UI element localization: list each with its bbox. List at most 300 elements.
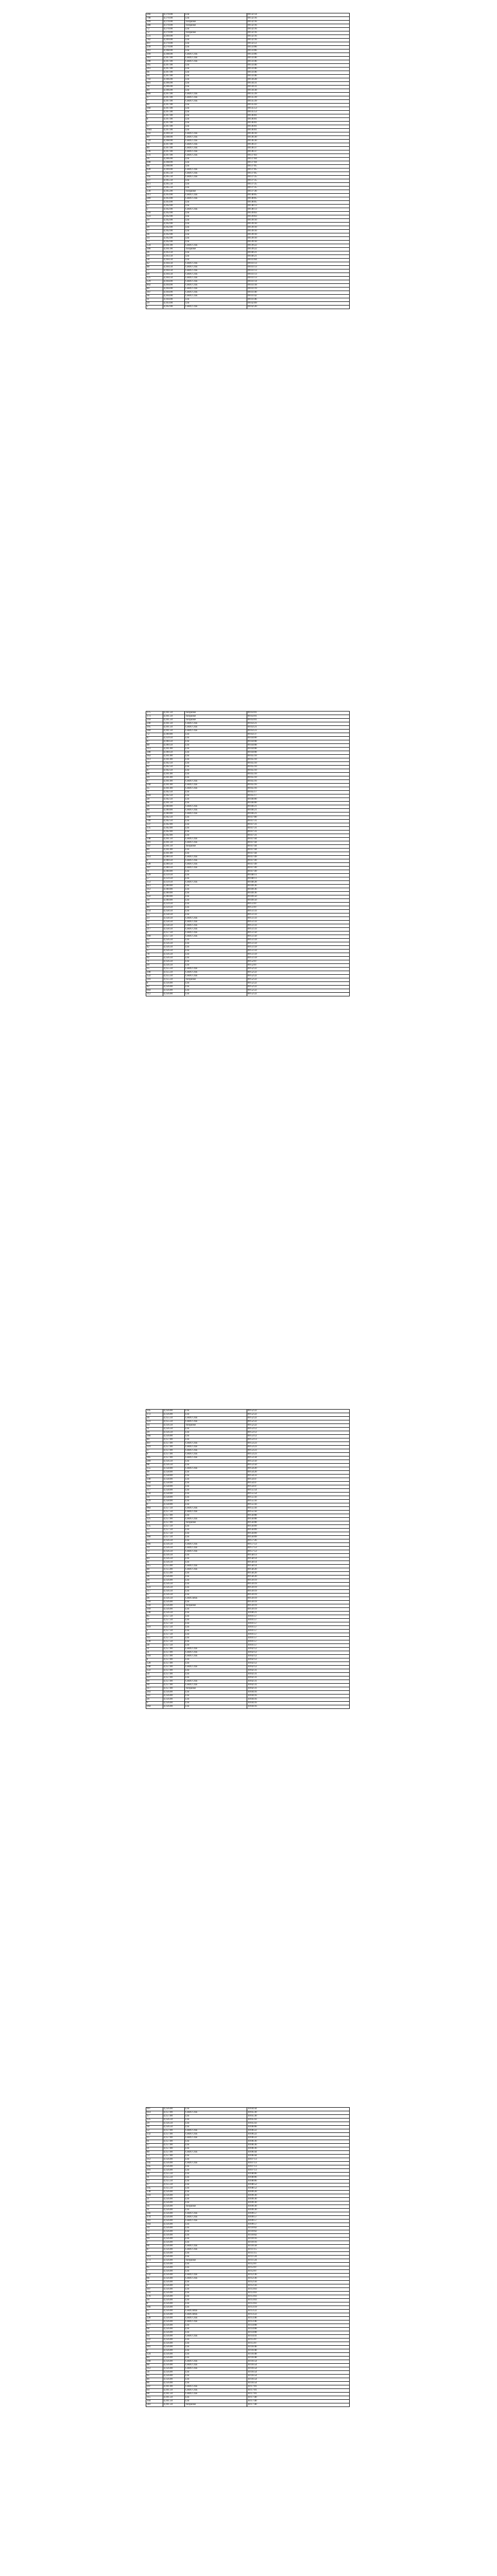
price-cell: 4,156.00 (163, 2227, 185, 2230)
venue-cell: LSI (185, 1637, 247, 1640)
time-cell: 09:39:10 (247, 219, 349, 223)
venue-cell: LSI (185, 1485, 247, 1489)
table-row (146, 143, 350, 147)
time-cell: 10:09:30 (247, 2194, 349, 2198)
table-row (146, 784, 350, 787)
venue-cell: LSI (185, 942, 247, 946)
venue-cell: CHIX CXE (185, 150, 247, 154)
venue-cell: LSI (185, 766, 247, 769)
quantity-cell: 47 (146, 780, 163, 784)
quantity-cell: 9 (146, 2349, 163, 2353)
table-row (146, 2306, 350, 2310)
table-row (146, 93, 350, 96)
time-cell: 09:52:07 (247, 964, 349, 968)
quantity-cell: 137 (146, 823, 163, 827)
quantity-cell: 145 (146, 2187, 163, 2191)
quantity-cell: 166 (146, 2212, 163, 2216)
table-row (146, 1539, 350, 1543)
table-row (146, 2216, 350, 2219)
table-row (146, 722, 350, 726)
table-row (146, 856, 350, 859)
time-cell: 10:16:46 (247, 2346, 349, 2349)
price-cell: 4,168.00 (163, 161, 185, 165)
venue-cell: CHIX CXE (185, 262, 247, 266)
time-cell: 10:04:16 (247, 1705, 349, 1709)
time-cell: 10:07:13 (247, 2169, 349, 2173)
time-cell: 09:33:46 (247, 57, 349, 60)
price-cell: 4,169.00 (163, 39, 185, 42)
time-cell: 09:52:07 (247, 960, 349, 964)
table-row (146, 852, 350, 856)
price-cell: 4,167.00 (163, 111, 185, 114)
quantity-cell: 16 (146, 2205, 163, 2209)
price-cell: 4,155.50 (163, 2183, 185, 2187)
venue-cell: CHIX CXE (185, 917, 247, 921)
time-cell: 09:52:22 (247, 971, 349, 975)
venue-cell: LSI (185, 2119, 247, 2122)
price-cell: 4,156.00 (163, 2165, 185, 2169)
quantity-cell: 697 (146, 2108, 163, 2111)
price-cell: 4,156.00 (163, 993, 185, 996)
price-cell: 4,165.50 (163, 187, 185, 190)
quantity-cell: 113 (146, 758, 163, 762)
price-cell: 4,155.00 (163, 1565, 185, 1568)
table-row (146, 1597, 350, 1601)
price-cell: 4,156.00 (163, 2223, 185, 2227)
time-cell: 09:44:08 (247, 740, 349, 744)
time-cell: 09:40:21 (247, 255, 349, 259)
time-cell: 09:37:35 (247, 179, 349, 183)
time-cell: 09:56:08 (247, 1521, 349, 1525)
venue-cell: LSI (185, 2266, 247, 2270)
time-cell: 10:08:52 (247, 2183, 349, 2187)
venue-cell: CHIX CXE (185, 306, 247, 309)
quantity-cell: 481 (146, 82, 163, 86)
table-row (146, 2209, 350, 2212)
time-cell: 09:52:22 (247, 982, 349, 986)
table-row (146, 136, 350, 140)
table-row (146, 100, 350, 104)
price-cell: 4,157.00 (163, 1687, 185, 1691)
quantity-cell: 77 (146, 269, 163, 273)
time-cell: 09:33:46 (247, 67, 349, 71)
venue-cell: LSI (185, 2263, 247, 2266)
venue-cell: CHIX CXE (185, 2219, 247, 2223)
quantity-cell: 375 (146, 711, 163, 715)
price-cell: 4,156.00 (163, 2288, 185, 2292)
quantity-cell: 72 (146, 28, 163, 31)
table-row (146, 64, 350, 67)
price-cell: 4,156.50 (163, 1557, 185, 1561)
time-cell: 10:11:24 (247, 2259, 349, 2263)
venue-cell: CHIX CXE (185, 2111, 247, 2115)
quantity-cell: 67 (146, 2310, 163, 2313)
table-row (146, 114, 350, 118)
price-cell: 4,156.00 (163, 2328, 185, 2331)
price-cell: 4,161.50 (163, 802, 185, 805)
venue-cell: LSI (185, 1554, 247, 1557)
table-row (146, 168, 350, 172)
price-cell: 4,167.00 (163, 122, 185, 125)
time-cell: 09:46:21 (247, 812, 349, 816)
quantity-cell: 614 (146, 2111, 163, 2115)
time-cell: 09:36:37 (247, 143, 349, 147)
venue-cell: LSI (185, 2382, 247, 2385)
time-cell: 09:37:35 (247, 187, 349, 190)
venue-cell: LSI (185, 2295, 247, 2299)
time-cell: 09:34:28 (247, 78, 349, 82)
price-cell: 4,161.00 (163, 776, 185, 780)
quantity-cell: 31 (146, 1651, 163, 1655)
time-cell: 09:47:49 (247, 859, 349, 863)
quantity-cell: 411 (146, 183, 163, 187)
quantity-cell: 64 (146, 2389, 163, 2393)
venue-cell: CHIX CXE (185, 1417, 247, 1420)
quantity-cell: 145 (146, 2165, 163, 2169)
time-cell: 10:02:31 (247, 1676, 349, 1680)
price-cell: 4,157.00 (163, 1658, 185, 1662)
venue-cell: CHIX CXE (185, 1449, 247, 1453)
price-cell: 4,158.00 (163, 1496, 185, 1500)
time-cell: 09:58:20 (247, 1572, 349, 1575)
quantity-cell: 26 (146, 1417, 163, 1420)
quantity-cell: 8 (146, 2302, 163, 2306)
table-row (146, 1568, 350, 1572)
price-cell: 4,162.00 (163, 237, 185, 241)
price-cell: 4,160.00 (163, 892, 185, 895)
price-cell: 4,156.50 (163, 946, 185, 950)
table-row (146, 241, 350, 244)
time-cell: 09:43:21 (247, 722, 349, 726)
quantity-cell: 163 (146, 755, 163, 758)
venue-cell: LSI (185, 794, 247, 798)
price-cell: 4,157.00 (163, 1456, 185, 1460)
price-cell: 4,160.00 (163, 885, 185, 888)
table-row (146, 827, 350, 831)
time-cell: 10:02:31 (247, 1669, 349, 1673)
venue-cell: CHIX CXE (185, 284, 247, 287)
price-cell: 4,156.00 (163, 2191, 185, 2194)
price-cell: 4,170.00 (163, 17, 185, 21)
price-cell: 4,160.00 (163, 805, 185, 809)
venue-cell: LSI (185, 86, 247, 89)
quantity-cell: 35 (146, 942, 163, 946)
price-cell: 4,161.00 (163, 2385, 185, 2389)
time-cell: 10:06:36 (247, 2147, 349, 2151)
table-row (146, 1676, 350, 1680)
time-cell: 09:53:23 (247, 1442, 349, 1446)
quantity-cell: 160 (146, 107, 163, 111)
table-row (146, 845, 350, 849)
quantity-cell: 25 (146, 2137, 163, 2140)
venue-cell: LSI (185, 2357, 247, 2360)
price-cell: 4,156.00 (163, 2277, 185, 2281)
quantity-cell: 119 (146, 1446, 163, 1449)
table-row (146, 1691, 350, 1694)
quantity-cell: 13 (146, 201, 163, 205)
table-row (146, 2169, 350, 2173)
quantity-cell: 497 (146, 42, 163, 46)
venue-cell: CHIX CXE (185, 935, 247, 939)
venue-cell: CHIX CXE (185, 132, 247, 136)
price-cell: 4,157.00 (163, 2144, 185, 2147)
venue-cell: CHIX CXE (185, 2133, 247, 2137)
table-row (146, 1521, 350, 1525)
quantity-cell: 48 (146, 809, 163, 812)
quantity-cell: 145 (146, 2162, 163, 2165)
quantity-cell: 27 (146, 172, 163, 176)
price-cell: 4,170.00 (163, 42, 185, 46)
time-cell: 09:32:16 (247, 39, 349, 42)
price-cell: 4,156.00 (163, 2349, 185, 2353)
time-cell: 09:54:33 (247, 1475, 349, 1478)
price-cell: 4,157.00 (163, 1442, 185, 1446)
price-cell: 4,156.00 (163, 2313, 185, 2317)
table-row (146, 1417, 350, 1420)
time-cell: 09:53:34 (247, 1456, 349, 1460)
table-row (146, 2320, 350, 2324)
table-row (146, 2270, 350, 2274)
table-row (146, 2360, 350, 2364)
time-cell: 10:06:44 (247, 2151, 349, 2155)
quantity-cell: 215 (146, 1565, 163, 1568)
table-row (146, 17, 350, 21)
venue-cell: CHIX CXE (185, 921, 247, 924)
price-cell: 4,161.50 (163, 719, 185, 722)
time-cell: 09:32:16 (247, 28, 349, 31)
price-cell: 4,156.00 (163, 2317, 185, 2320)
table-row (146, 215, 350, 219)
quantity-cell: 17 (146, 950, 163, 953)
table-row (146, 2194, 350, 2198)
time-cell: 09:51:07 (247, 903, 349, 906)
table-row (146, 964, 350, 968)
table-row (146, 838, 350, 841)
price-cell: 4,161.00 (163, 758, 185, 762)
price-cell: 4,156.00 (163, 1601, 185, 1604)
price-cell: 4,161.00 (163, 852, 185, 856)
venue-cell: LSI (185, 187, 247, 190)
table-row (146, 2288, 350, 2292)
table-row (146, 2137, 350, 2140)
time-cell: 09:39:10 (247, 223, 349, 226)
quantity-cell: 724 (146, 140, 163, 143)
price-cell: 4,157.00 (163, 1514, 185, 1518)
price-cell: 4,162.00 (163, 241, 185, 244)
price-cell: 4,162.00 (163, 834, 185, 838)
quantity-cell: 49 (146, 136, 163, 140)
price-cell: 4,161.00 (163, 849, 185, 852)
venue-cell: Turquoise (185, 845, 247, 849)
time-cell: 09:42:20 (247, 306, 349, 309)
price-cell: 4,159.50 (163, 874, 185, 877)
price-cell: 4,162.50 (163, 798, 185, 802)
table-row (146, 2378, 350, 2382)
quantity-cell: 134 (146, 1493, 163, 1496)
price-cell: 4,156.00 (163, 1579, 185, 1583)
quantity-cell: 115 (146, 2396, 163, 2400)
price-cell: 4,165.00 (163, 190, 185, 194)
venue-cell: LSI (185, 2371, 247, 2375)
quantity-cell: 132 (146, 2133, 163, 2137)
quantity-cell: 67 (146, 1594, 163, 1597)
table-row (146, 2212, 350, 2216)
quantity-cell: 1041 (146, 129, 163, 132)
time-cell: 09:36:01 (247, 114, 349, 118)
time-cell: 09:51:33 (247, 928, 349, 931)
table-row (146, 2292, 350, 2295)
table-row (146, 1431, 350, 1435)
time-cell: 10:05:30 (247, 2111, 349, 2115)
venue-cell: CHIX CXE (185, 1680, 247, 1684)
table-row (146, 809, 350, 812)
time-cell: 09:37:05 (247, 165, 349, 168)
venue-cell: LSI (185, 2400, 247, 2403)
venue-cell: LSI (185, 1619, 247, 1622)
quantity-cell: 122 (146, 895, 163, 899)
table-row (146, 870, 350, 874)
price-cell: 4,156.00 (163, 2378, 185, 2382)
quantity-cell: 66 (146, 2245, 163, 2248)
venue-cell: LSI (185, 885, 247, 888)
price-cell: 4,167.00 (163, 100, 185, 104)
price-cell: 4,162.00 (163, 827, 185, 831)
price-cell: 4,157.50 (163, 1532, 185, 1536)
time-cell: 09:59:19 (247, 1586, 349, 1590)
quantity-cell: 26 (146, 1597, 163, 1601)
time-cell: 09:51:33 (247, 924, 349, 928)
table-row (146, 201, 350, 205)
time-cell: 10:01:57 (247, 1640, 349, 1644)
table-row (146, 67, 350, 71)
table-row (146, 2353, 350, 2357)
price-cell: 4,156.00 (163, 1691, 185, 1694)
price-cell: 4,156.00 (163, 1694, 185, 1698)
price-cell: 4,158.00 (163, 1489, 185, 1493)
price-cell: 4,156.50 (163, 2122, 185, 2126)
time-cell: 09:46:00 (247, 802, 349, 805)
quantity-cell: 20 (146, 226, 163, 230)
venue-cell: LSI (185, 1557, 247, 1561)
price-cell: 4,162.50 (163, 791, 185, 794)
time-cell: 10:16:54 (247, 2364, 349, 2367)
table-row (146, 2201, 350, 2205)
price-cell: 4,169.00 (163, 35, 185, 39)
table-row (146, 2396, 350, 2400)
venue-cell: CHIX CXE (185, 2216, 247, 2219)
price-cell: 4,158.00 (163, 1478, 185, 1482)
table-row (146, 46, 350, 49)
time-cell: 09:43:23 (247, 730, 349, 733)
quantity-cell: 20 (146, 964, 163, 968)
venue-cell: CHIX CXE (185, 2248, 247, 2252)
price-cell: 4,161.50 (163, 2400, 185, 2403)
price-cell: 4,167.00 (163, 71, 185, 75)
price-cell: 4,162.00 (163, 823, 185, 827)
venue-cell: LSI (185, 960, 247, 964)
time-cell: 09:38:13 (247, 208, 349, 212)
quantity-cell: 185 (146, 1456, 163, 1460)
venue-cell: CHIX CXE (185, 1547, 247, 1550)
venue-cell: LSI (185, 1691, 247, 1694)
table-row (146, 802, 350, 805)
table-row (146, 262, 350, 266)
venue-cell: LSI (185, 986, 247, 989)
time-cell: 10:16:54 (247, 2360, 349, 2364)
price-cell: 4,167.00 (163, 107, 185, 111)
venue-cell: CHIX CXE (185, 140, 247, 143)
table-row (146, 1698, 350, 1702)
quantity-cell: 28 (146, 2173, 163, 2176)
quantity-cell: 118 (146, 1601, 163, 1604)
price-cell: 4,156.00 (163, 2270, 185, 2274)
table-row (146, 2389, 350, 2393)
time-cell: 09:51:33 (247, 917, 349, 921)
quantity-cell: 34 (146, 2227, 163, 2230)
time-cell: 09:58:20 (247, 1575, 349, 1579)
quantity-cell: 145 (146, 176, 163, 179)
table-row (146, 2299, 350, 2302)
price-cell: 4,159.50 (163, 877, 185, 881)
quantity-cell: 11 (146, 2209, 163, 2212)
price-cell: 4,167.00 (163, 57, 185, 60)
venue-cell: CHIX CXE (185, 722, 247, 726)
price-cell: 4,157.00 (163, 1521, 185, 1525)
quantity-cell: 18 (146, 2126, 163, 2129)
table-row (146, 1471, 350, 1475)
time-cell: 09:45:17 (247, 794, 349, 798)
price-cell: 4,156.00 (163, 2371, 185, 2375)
venue-cell: LSI (185, 892, 247, 895)
venue-cell: LSI (185, 950, 247, 953)
venue-cell: LSI (185, 1705, 247, 1709)
quantity-cell: 21 (146, 2147, 163, 2151)
quantity-cell: 122 (146, 1669, 163, 1673)
venue-cell: LSI (185, 964, 247, 968)
venue-cell: LSI (185, 75, 247, 78)
price-cell: 4,156.00 (163, 1705, 185, 1709)
time-cell: 09:36:01 (247, 118, 349, 122)
quantity-cell: 153 (146, 881, 163, 885)
price-cell: 4,156.50 (163, 1550, 185, 1554)
table-row (146, 42, 350, 46)
quantity-cell: 148 (146, 838, 163, 841)
venue-cell: LSI (185, 993, 247, 996)
quantity-cell: 101 (146, 2169, 163, 2173)
time-cell: 09:35:39 (247, 93, 349, 96)
time-cell: 09:45:10 (247, 758, 349, 762)
table-row (146, 1550, 350, 1554)
price-cell: 4,155.50 (163, 1417, 185, 1420)
quantity-cell: 29 (146, 2122, 163, 2126)
venue-cell: CHIX CXE (185, 269, 247, 273)
price-cell: 4,167.00 (163, 150, 185, 154)
time-cell: 10:04:16 (247, 1702, 349, 1705)
quantity-cell: 62 (146, 766, 163, 769)
table-row (146, 1633, 350, 1637)
quantity-cell: 211 (146, 194, 163, 197)
price-cell: 4,165.50 (163, 179, 185, 183)
venue-cell: CHIX CXE (185, 856, 247, 859)
price-cell: 4,162.00 (163, 233, 185, 237)
venue-cell: CHIX CXE (185, 812, 247, 816)
table-row (146, 2375, 350, 2378)
venue-cell: LSI (185, 259, 247, 262)
price-cell: 4,167.00 (163, 60, 185, 64)
table-row (146, 1583, 350, 1586)
table-row (146, 2324, 350, 2328)
table-row (146, 1702, 350, 1705)
